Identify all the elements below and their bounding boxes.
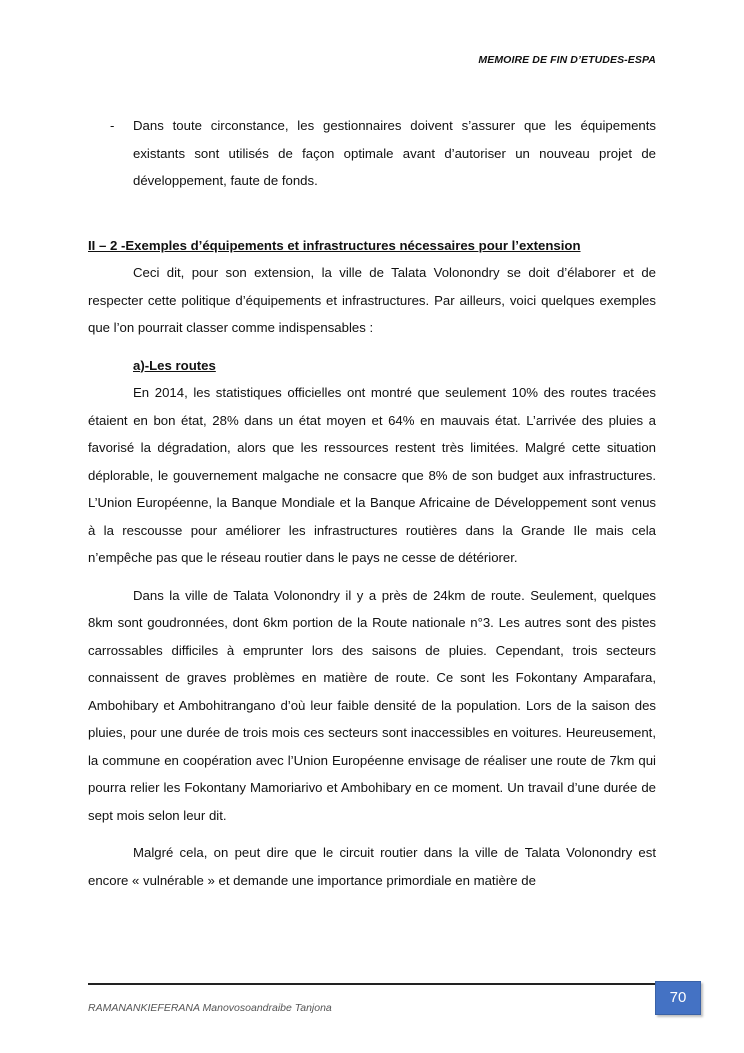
subsection-title: a)-Les routes [133, 357, 216, 373]
page-number-badge: 70 [655, 981, 701, 1015]
bullet-dash: - [110, 118, 115, 133]
paragraph-routes-statistics: En 2014, les statistiques officielles ont montré que seulement 10% des routes tracées étaient en bon état, 28% dans un état moyen et 64% en mauvais état. L’arrivée des pluies a favorisé la dégradation, alors que les ressources restent très limitées. Malgré cette situation déplorable, le gouvernement malgache ne consacre que 8% de son budget aux infrastructures. L’Union Européenne, la Banque Mondiale et la Banque Africaine de Développement sont venus à la rescousse pour améliorer les infrastructures routières dans la Grande Ile mais cela n’empêche pas que le réseau routier dans le pays ne cesse de détériorer. [88, 385, 656, 565]
section-intro: Ceci dit, pour son extension, la ville de Talata Volonondry se doit d’élaborer et de respecter cette politique d’équipements et infrastructures. Par ailleurs, voici quelques exemples que l’on pourrait classer comme indispensables : [88, 265, 656, 335]
paragraph-conclusion: Malgré cela, on peut dire que le circuit routier dans la ville de Talata Volonondry est encore « vulnérable » et demande une importance primordiale en matière de [88, 845, 656, 888]
section-title: II – 2 -Exemples d’équipements et infrastructures nécessaires pour l’extension [88, 237, 581, 253]
footer-divider [88, 983, 676, 985]
bullet-item [88, 112, 656, 195]
bullet-text: Dans toute circonstance, les gestionnaires doivent s’assurer que les équipements existants sont utilisés de façon optimale avant d’autoriser un nouveau projet de développement, faute de fonds. [133, 118, 656, 188]
paragraph-talata-roads: Dans la ville de Talata Volonondry il y a près de 24km de route. Seulement, quelques 8km sont goudronnées, dont 6km portion de la Route nationale n°3. Les autres sont des pistes carrossables difficiles à emprunter lors des saisons de pluies. Cependant, trois secteurs connaissent de graves problèmes en matière de route. Ce sont les Fokontany Amparafara, Ambohibary et Ambohitrangano d’où leur faible densité de la population. Lors de la saison des pluies, pour une durée de trois mois ces secteurs sont inaccessibles en voitures. Heureusement, la commune en coopération avec l’Union Européenne envisage de réaliser une route de 7km qui pourra relier les Fokontany Mamoriarivo et Ambohibary en ce moment. Un travail d’une durée de sept mois selon leur dit. [88, 587, 656, 823]
footer-author: RAMANANKIEFERANA Manovosoandraibe Tanjona [88, 1002, 332, 1014]
running-header: MEMOIRE DE FIN D’ETUDES-ESPA [478, 54, 656, 66]
page-body [88, 112, 656, 894]
